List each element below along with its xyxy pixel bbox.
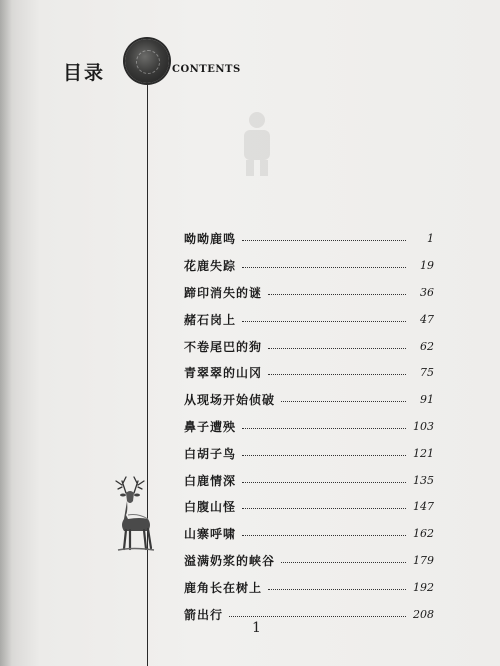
toc-entry[interactable] <box>184 280 434 307</box>
leader-dots <box>242 535 406 536</box>
toc-entry[interactable] <box>184 360 434 387</box>
leader-dots <box>229 616 406 617</box>
leader-dots <box>242 267 406 268</box>
leader-dots <box>268 374 406 375</box>
toc-entry-title: 溢满奶浆的峡谷 <box>184 553 276 568</box>
leader-dots <box>242 240 406 241</box>
toc-entry[interactable] <box>184 253 434 280</box>
toc-entry-title: 花鹿失踪 <box>184 259 237 274</box>
toc-entry-page: 179 <box>413 553 434 567</box>
toc-entry[interactable] <box>184 333 434 360</box>
toc-entry[interactable] <box>184 548 434 575</box>
leader-dots <box>242 482 406 483</box>
toc-entry-title: 不卷尾巴的狗 <box>184 339 263 354</box>
toc-entry-page: 103 <box>413 419 434 433</box>
toc-entry-title: 呦呦鹿鸣 <box>184 232 237 247</box>
toc-subtitle: CONTENTS <box>172 64 241 75</box>
vertical-rule <box>147 83 148 666</box>
toc-entry-page: 19 <box>420 259 434 273</box>
toc-entry[interactable] <box>184 226 434 253</box>
leader-dots <box>281 401 406 402</box>
toc-entry-page: 208 <box>413 607 434 621</box>
toc-entry-page: 1 <box>427 232 434 246</box>
deer-illustration-icon <box>108 475 158 555</box>
toc-entry[interactable] <box>184 494 434 521</box>
toc-entry-page: 135 <box>413 473 434 487</box>
toc-entry-title: 白胡子鸟 <box>184 446 237 461</box>
toc-entry-page: 75 <box>420 366 434 380</box>
toc-entry-title: 青翠翠的山冈 <box>184 366 263 381</box>
toc-entry[interactable] <box>184 601 434 628</box>
leader-dots <box>242 428 406 429</box>
toc-entry[interactable] <box>184 306 434 333</box>
toc-entry-page: 192 <box>413 580 434 594</box>
ornament-medallion-icon <box>125 39 169 83</box>
table-of-contents <box>184 226 434 628</box>
leader-dots <box>268 348 406 349</box>
toc-entry-title: 白鹿情深 <box>184 473 237 488</box>
toc-entry[interactable] <box>184 574 434 601</box>
toc-entry[interactable] <box>184 387 434 414</box>
page-number: 1 <box>252 620 261 636</box>
toc-entry-page: 162 <box>413 527 434 541</box>
leader-dots <box>268 589 406 590</box>
leader-dots <box>281 562 406 563</box>
toc-entry-page: 62 <box>420 339 434 353</box>
toc-entry-title: 白腹山怪 <box>184 500 237 515</box>
toc-entry-page: 36 <box>420 285 434 299</box>
toc-entry[interactable] <box>184 440 434 467</box>
toc-entry-title: 鼻子遭殃 <box>184 419 237 434</box>
toc-entry-title: 蹄印消失的谜 <box>184 285 263 300</box>
toc-entry-title: 鹿角长在树上 <box>184 580 263 595</box>
leader-dots <box>242 455 406 456</box>
toc-entry-title: 山寨呼啸 <box>184 527 237 542</box>
toc-entry-page: 47 <box>420 312 434 326</box>
gutter-shadow <box>0 0 12 666</box>
bleed-through-figure <box>232 108 282 178</box>
leader-dots <box>242 508 406 509</box>
toc-entry-page: 147 <box>413 500 434 514</box>
toc-entry[interactable] <box>184 414 434 441</box>
toc-entry[interactable] <box>184 521 434 548</box>
toc-entry-title: 赭石岗上 <box>184 312 237 327</box>
leader-dots <box>242 321 406 322</box>
leader-dots <box>268 294 406 295</box>
toc-entry-page: 91 <box>420 393 434 407</box>
toc-title: 目录 <box>63 62 106 84</box>
toc-entry[interactable] <box>184 467 434 494</box>
toc-entry-title: 箭出行 <box>184 607 224 622</box>
toc-entry-page: 121 <box>413 446 434 460</box>
toc-entry-title: 从现场开始侦破 <box>184 393 276 408</box>
